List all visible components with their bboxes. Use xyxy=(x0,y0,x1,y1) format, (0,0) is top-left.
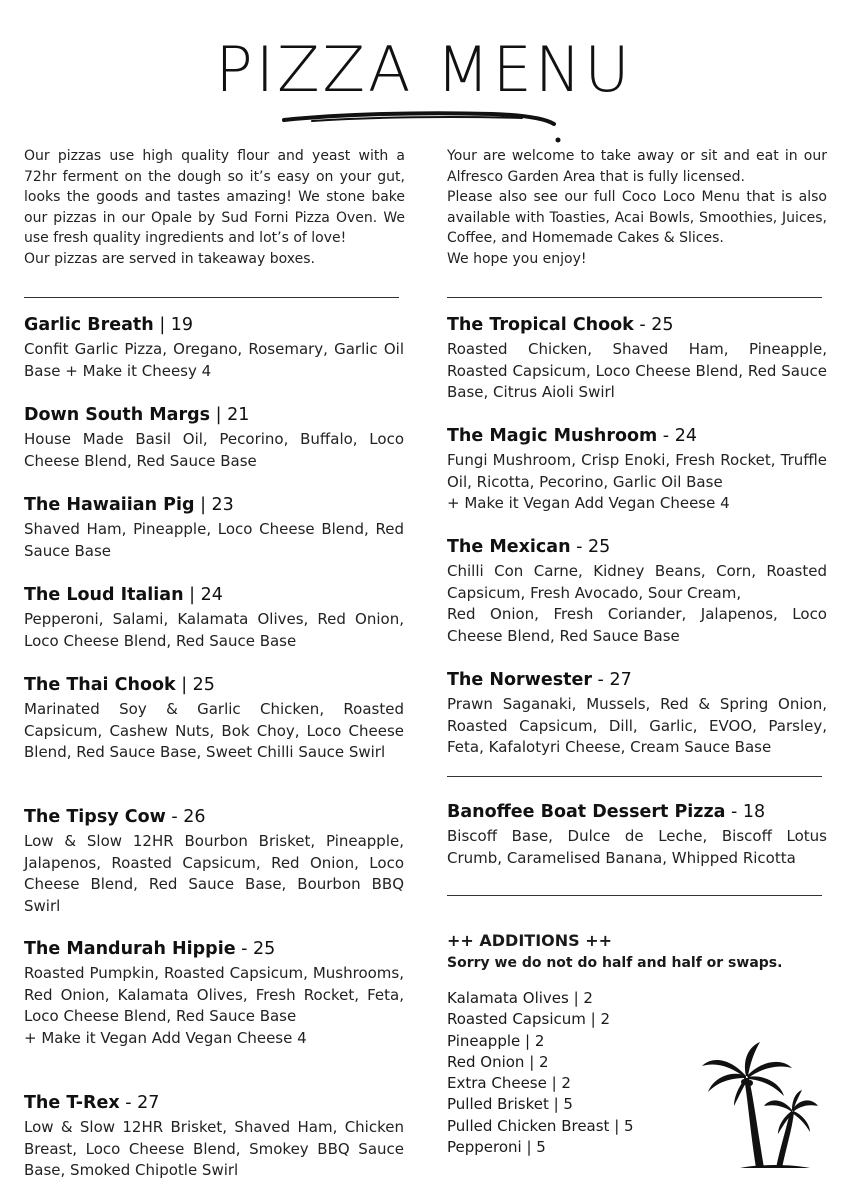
menu-item-name: Banoffee Boat Dessert Pizza xyxy=(447,802,726,822)
menu-item-separator: | xyxy=(210,405,228,425)
menu-item-description xyxy=(24,699,404,764)
menu-item-description xyxy=(24,1117,404,1182)
menu-item-separator: - xyxy=(235,939,254,959)
description-line: Low & Slow 12HR Bourbon Brisket, Pineapple, Jalapenos, Roasted Capsicum, Red Onion, Loco Cheese Blend, Red Sauce Base, Bourbon BBQ Swirl xyxy=(24,832,404,915)
menu-item-separator: | xyxy=(183,585,201,605)
description-line: Confit Garlic Pizza, Oregano, Rosemary, Garlic Oil Base + Make it Cheesy 4 xyxy=(24,340,404,380)
intro-right-paragraph: Please also see our full Coco Loco Menu that is also available with Toasties, Acai Bowls, Smoothies, Juices, Coffee, and Homemade Cakes & Slices. xyxy=(447,189,827,246)
menu-item xyxy=(24,493,404,562)
description-line: Fungi Mushroom, Crisp Enoki, Fresh Rocket, Truffle Oil, Ricotta, Pecorino, Garlic Oil Base xyxy=(447,451,827,491)
description-line: Roasted Chicken, Shaved Ham, Pineapple, Roasted Capsicum, Loco Cheese Blend, Red Sauce Base, Citrus Aioli Swirl xyxy=(447,340,827,401)
menu-item-price: 24 xyxy=(200,585,223,605)
description-line: + Make it Vegan Add Vegan Cheese 4 xyxy=(24,1028,307,1047)
menu-item-title xyxy=(24,493,404,517)
menu-item-title xyxy=(24,937,404,961)
menu-item xyxy=(24,1091,404,1182)
menu-item-name: The Tipsy Cow xyxy=(24,807,166,827)
divider xyxy=(447,297,822,298)
menu-item-price: 24 xyxy=(674,426,697,446)
divider xyxy=(447,895,822,896)
menu-item-price: 27 xyxy=(609,670,632,690)
description-line: Prawn Saganaki, Mussels, Red & Spring Onion, Roasted Capsicum, Dill, Garlic, EVOO, Parsley, Feta, Kafalotyri Cheese, Cream Sauce Base xyxy=(447,695,827,756)
menu-item xyxy=(447,668,827,759)
menu-item-separator: - xyxy=(165,807,184,827)
addition-item: Pepperoni | 5 xyxy=(447,1138,546,1157)
menu-item-price: 27 xyxy=(137,1093,160,1113)
dessert-item xyxy=(447,800,827,869)
menu-item-name: The Tropical Chook xyxy=(447,315,634,335)
menu-item-separator: | xyxy=(153,315,171,335)
menu-item-name: Garlic Breath xyxy=(24,315,154,335)
menu-item-price: 23 xyxy=(211,495,234,515)
intro-left xyxy=(24,146,405,269)
menu-item-description xyxy=(24,963,404,1049)
description-line: Shaved Ham, Pineapple, Loco Cheese Blend, Red Sauce Base xyxy=(24,520,404,560)
addition-item: Extra Cheese | 2 xyxy=(447,1074,571,1093)
menu-item-description xyxy=(447,450,827,515)
menu-item-price: 18 xyxy=(742,802,766,822)
menu-item-price: 19 xyxy=(170,315,194,335)
intro-right-paragraph: We hope you enjoy! xyxy=(447,250,587,267)
menu-item-name: The Hawaiian Pig xyxy=(24,495,195,515)
menu-item-description xyxy=(24,339,404,382)
menu-item-separator: - xyxy=(657,426,675,446)
menu-item-title xyxy=(447,424,827,448)
menu-item-name: The Mandurah Hippie xyxy=(24,939,236,959)
menu-item xyxy=(24,403,404,472)
page-title: PIZZA MENU xyxy=(215,33,633,106)
menu-item-name: Down South Margs xyxy=(24,405,211,425)
menu-item-name: The Norwester xyxy=(447,670,592,690)
divider xyxy=(24,297,399,298)
addition-item: Red Onion | 2 xyxy=(447,1052,549,1071)
menu-item-description xyxy=(447,561,827,647)
menu-item-title xyxy=(24,1091,404,1115)
menu-item-price: 26 xyxy=(183,807,206,827)
menu-item-description xyxy=(24,429,404,472)
menu-item-name: The Loud Italian xyxy=(24,585,184,605)
addition-item: Pineapple | 2 xyxy=(447,1031,545,1050)
menu-item-price: 25 xyxy=(588,537,611,557)
menu-item-price: 25 xyxy=(192,675,215,695)
description-line: Roasted Pumpkin, Roasted Capsicum, Mushrooms, Red Onion, Kalamata Olives, Fresh Rocket, Feta, Loco Cheese Blend, Red Sauce Base xyxy=(24,964,404,1025)
menu-item-title xyxy=(24,403,404,427)
menu-item xyxy=(24,313,404,382)
description-line: Biscoff Base, Dulce de Leche, Biscoff Lotus Crumb, Caramelised Banana, Whipped Ricotta xyxy=(447,827,827,867)
menu-item-separator: - xyxy=(591,670,610,690)
menu-item xyxy=(447,535,827,647)
menu-item xyxy=(24,583,404,652)
additions-title: ++ ADDITIONS ++ xyxy=(447,931,613,950)
description-line: + Make it Vegan Add Vegan Cheese 4 xyxy=(447,494,730,512)
palm-trees-icon xyxy=(700,1040,820,1170)
additions-subtitle: Sorry we do not do half and half or swaps. xyxy=(447,955,783,971)
menu-item xyxy=(447,313,827,404)
description-line: Marinated Soy & Garlic Chicken, Roasted Capsicum, Cashew Nuts, Bok Choy, Loco Cheese Blend, Red Sauce Base, Sweet Chilli Sauce Swirl xyxy=(24,700,404,761)
addition-item: Pulled Brisket | 5 xyxy=(447,1095,573,1114)
menu-item-name: The Magic Mushroom xyxy=(447,426,658,446)
menu-item-name: The Mexican xyxy=(447,537,571,557)
menu-item-description xyxy=(447,339,827,404)
intro-right-paragraph: Your are welcome to take away or sit and eat in our Alfresco Garden Area that is fully licensed. xyxy=(447,148,827,185)
addition-item: Pulled Chicken Breast | 5 xyxy=(447,1116,634,1135)
menu-item-title xyxy=(24,313,404,337)
divider xyxy=(447,776,822,777)
menu-item-title xyxy=(24,673,404,697)
menu-item-description xyxy=(24,609,404,652)
menu-item-price: 25 xyxy=(253,939,276,959)
description-line: Pepperoni, Salami, Kalamata Olives, Red Onion, Loco Cheese Blend, Red Sauce Base xyxy=(24,610,404,650)
menu-item-separator: | xyxy=(175,675,193,695)
menu-item-title xyxy=(447,800,827,824)
addition-item: Kalamata Olives | 2 xyxy=(447,989,593,1007)
menu-item-title xyxy=(447,535,827,559)
menu-item-separator: | xyxy=(194,495,212,515)
menu-item-separator: - xyxy=(725,802,743,822)
menu-item-description xyxy=(24,519,404,562)
menu-item-price: 21 xyxy=(227,405,250,425)
menu-item-title xyxy=(447,668,827,692)
menu-item xyxy=(447,424,827,515)
intro-right xyxy=(447,146,827,269)
menu-item-title xyxy=(24,805,404,829)
menu-item-title xyxy=(24,583,404,607)
menu-item-name: The T-Rex xyxy=(24,1093,120,1113)
description-line: Low & Slow 12HR Brisket, Shaved Ham, Chicken Breast, Loco Cheese Blend, Smokey BBQ Sauce Base, Smoked Chipotle Swirl xyxy=(24,1118,404,1179)
menu-item-separator: - xyxy=(633,315,652,335)
menu-item-title xyxy=(447,313,827,337)
menu-item-price: 25 xyxy=(651,315,674,335)
menu-item xyxy=(24,805,404,917)
addition-item: Roasted Capsicum | 2 xyxy=(447,1010,611,1029)
menu-item xyxy=(24,937,404,1049)
menu-item xyxy=(24,673,404,764)
menu-item-description xyxy=(447,826,827,869)
intro-left-paragraph: Our pizzas use high quality flour and yeast with a 72hr ferment on the dough so it’s easy on your gut, looks the goods and tastes amazing! We stone bake our pizzas in our Opale by Sud Forni Pizza Oven. We use fresh quality ingredients and lot’s of love! xyxy=(24,148,405,246)
menu-item-separator: - xyxy=(119,1093,138,1113)
menu-item-separator: - xyxy=(570,537,589,557)
menu-item-name: The Thai Chook xyxy=(24,675,176,695)
brush-stroke-divider xyxy=(282,108,572,148)
menu-item-description xyxy=(447,694,827,759)
description-line: Chilli Con Carne, Kidney Beans, Corn, Roasted Capsicum, Fresh Avocado, Sour Cream, xyxy=(447,562,827,602)
intro-left-paragraph: Our pizzas are served in takeaway boxes. xyxy=(24,250,315,267)
description-line: House Made Basil Oil, Pecorino, Buffalo, Loco Cheese Blend, Red Sauce Base xyxy=(24,430,404,470)
description-line: Red Onion, Fresh Coriander, Jalapenos, Loco Cheese Blend, Red Sauce Base xyxy=(447,605,827,645)
menu-item-description xyxy=(24,831,404,917)
